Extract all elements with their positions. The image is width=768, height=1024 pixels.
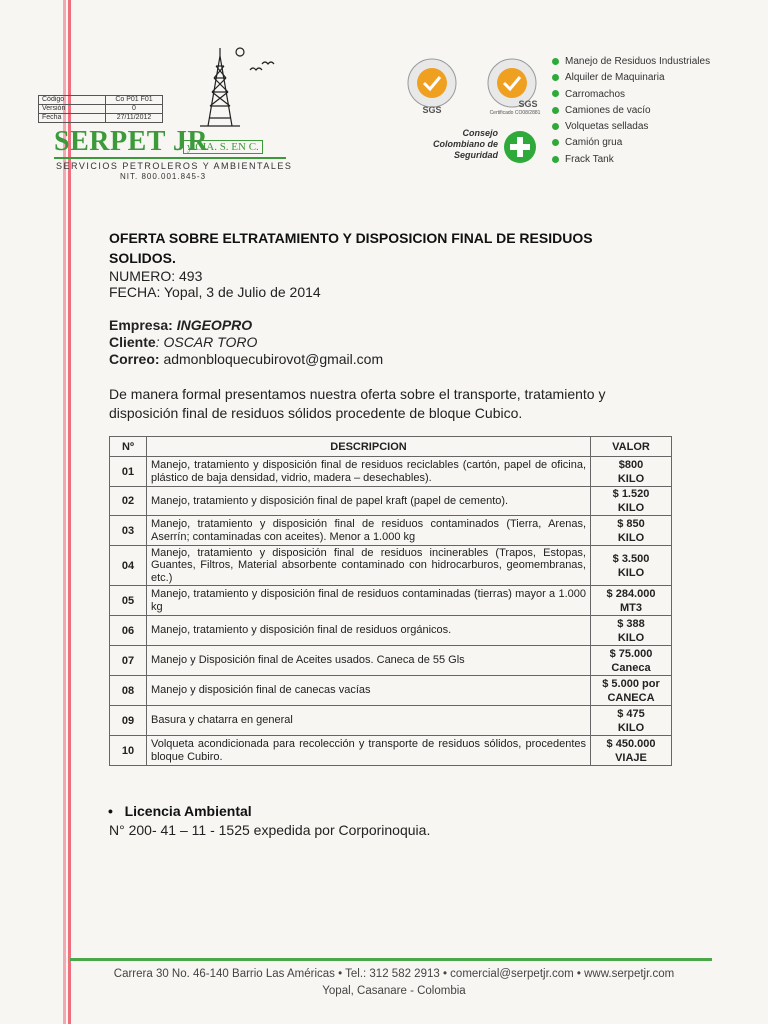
row-unit: KILO <box>617 721 645 734</box>
row-description: Volqueta acondicionada para recolección y transporte de residuos sólidos, procedentes bloque Cubiro. <box>147 736 591 766</box>
row-number: 09 <box>110 706 147 736</box>
license-heading-text: Licencia Ambiental <box>124 803 252 819</box>
code-row <box>39 114 163 123</box>
offer-title: OFERTA SOBRE ELTRATAMIENTO Y DISPOSICION FINAL DE RESIDUOS SOLIDOS. <box>109 230 593 266</box>
row-price: $ 5.000 por <box>602 677 660 690</box>
row-description: Manejo, tratamiento y disposición final de papel kraft (papel de cemento). <box>147 487 591 516</box>
row-number: 03 <box>110 516 147 546</box>
company-logo-text: SERPET JR <box>54 126 209 157</box>
table-row <box>110 586 672 616</box>
table-header-row <box>110 437 672 457</box>
correo-line <box>109 351 383 367</box>
code-key: Versión <box>39 105 106 114</box>
row-value <box>591 616 672 646</box>
row-value <box>591 487 672 516</box>
service-item <box>552 135 710 151</box>
row-number: 10 <box>110 736 147 766</box>
bullet-dot-icon <box>552 58 559 65</box>
correo-label: Correo: <box>109 351 160 367</box>
row-price: $ 1.520 <box>612 488 650 500</box>
row-price: $ 850 <box>617 517 645 530</box>
table-row <box>110 457 672 487</box>
row-number: 04 <box>110 546 147 586</box>
row-number: 07 <box>110 646 147 676</box>
row-description: Basura y chatarra en general <box>147 706 591 736</box>
row-description: Manejo, tratamiento y disposición final de residuos contaminadas (tierras) mayor a 1.000 kg <box>147 586 591 616</box>
bullet-dot-icon <box>552 156 559 163</box>
company-nit: NIT. 800.001.845-3 <box>120 172 207 181</box>
consejo-line: Colombiano de <box>433 139 498 149</box>
empresa-value: INGEOPRO <box>176 317 253 333</box>
row-value <box>591 457 672 487</box>
row-description: Manejo, tratamiento y disposición final de residuos reciclables (cartón, papel de oficina, plástico de baja densidad, vidrio, madera – desechables). <box>147 457 591 487</box>
row-description: Manejo, tratamiento y disposición final de residuos orgánicos. <box>147 616 591 646</box>
row-value <box>591 586 672 616</box>
table-row <box>110 546 672 586</box>
row-value <box>591 646 672 676</box>
row-value <box>591 546 672 586</box>
code-value: 27/11/2012 <box>106 114 163 123</box>
seal-certificate-number: Certificado CO08/2881 <box>489 110 541 116</box>
row-number: 01 <box>110 457 147 487</box>
row-unit: KILO <box>617 566 645 579</box>
footer-divider <box>70 958 712 961</box>
correo-value: admonbloquecubirovot@gmail.com <box>159 351 384 367</box>
table-row <box>110 646 672 676</box>
company-logo-suffix: y CIA. S. EN C. <box>183 140 263 154</box>
service-label: Alquiler de Maquinaria <box>565 72 665 84</box>
row-price: $ 450.000 <box>606 737 656 750</box>
table-row <box>110 676 672 706</box>
code-row <box>39 105 163 114</box>
row-unit: MT3 <box>620 601 642 614</box>
cliente-label: Cliente <box>109 334 156 350</box>
consejo-seguridad-label <box>418 128 498 161</box>
license-text: N° 200- 41 – 11 - 1525 expedida por Corporinoquia. <box>109 822 431 838</box>
bullet-dot-icon <box>552 139 559 146</box>
service-label: Camión grua <box>565 137 623 149</box>
row-number: 05 <box>110 586 147 616</box>
services-list <box>552 54 710 168</box>
service-label: Carromachos <box>565 88 626 100</box>
table-row <box>110 736 672 766</box>
row-price: $ 475 <box>617 707 645 720</box>
row-price: $ 75.000 <box>609 647 653 660</box>
code-value: 0 <box>106 105 163 114</box>
offer-table <box>109 436 672 766</box>
row-value <box>591 706 672 736</box>
certification-seal-icon <box>400 55 464 117</box>
oil-derrick-icon <box>190 46 280 128</box>
row-description: Manejo y Disposición final de Aceites usados. Caneca de 55 Gls <box>147 646 591 676</box>
service-item <box>552 87 710 103</box>
row-unit: KILO <box>617 502 645 514</box>
row-unit: VIAJE <box>615 751 647 764</box>
offer-date: FECHA: Yopal, 3 de Julio de 2014 <box>109 284 321 300</box>
bullet-dot-icon <box>552 107 559 114</box>
table-row <box>110 516 672 546</box>
service-item <box>552 103 710 119</box>
row-unit: Caneca <box>611 661 651 674</box>
row-number: 06 <box>110 616 147 646</box>
row-number: 02 <box>110 487 147 516</box>
offer-number: NUMERO: 493 <box>109 268 203 284</box>
intro-paragraph: De manera formal presentamos nuestra oferta sobre el transporte, tratamiento y disposición final de residuos sólidos procedente de bloque Cubico. <box>109 386 606 421</box>
code-value: Co P01 F01 <box>106 96 163 105</box>
document-code-box <box>38 95 163 123</box>
logo-divider <box>54 157 286 159</box>
certification-seal-icon <box>480 55 544 117</box>
row-value <box>591 736 672 766</box>
row-description: Manejo, tratamiento y disposición final de residuos incinerables (Trapos, Estopas, Guantes, Filtros, Material absorbente contaminado con hidrocarburos, geomembranas, etc.) <box>147 546 591 586</box>
footer-city: Yopal, Casanare - Colombia <box>322 985 466 997</box>
row-number: 08 <box>110 676 147 706</box>
service-label: Manejo de Residuos Industriales <box>565 56 711 67</box>
column-header-number: Nº <box>110 437 147 457</box>
seal-label: SGS <box>422 105 442 115</box>
company-tagline: SERVICIOS PETROLEROS Y AMBIENTALES <box>56 161 293 171</box>
service-item <box>552 54 710 70</box>
row-value <box>591 676 672 706</box>
row-price: $ 388 <box>617 617 645 630</box>
service-label: Camiones de vacío <box>565 104 651 116</box>
consejo-line: Consejo <box>462 128 498 138</box>
service-item <box>552 70 710 86</box>
service-item <box>552 152 710 168</box>
column-header-description: DESCRIPCION <box>147 437 591 457</box>
bullet-dot-icon <box>552 123 559 130</box>
row-value <box>591 516 672 546</box>
row-price: $800 <box>618 458 644 471</box>
seal-label: SGS <box>518 99 538 109</box>
green-cross-icon <box>503 130 537 164</box>
row-unit: KILO <box>617 531 645 544</box>
empresa-label: Empresa: <box>109 317 173 333</box>
row-price: $ 3.500 <box>612 552 650 565</box>
code-row <box>39 96 163 105</box>
consejo-line: Seguridad <box>453 150 498 160</box>
empresa-line <box>109 317 252 333</box>
license-heading: • Licencia Ambiental <box>108 803 252 819</box>
service-label: Volquetas selladas <box>565 121 649 133</box>
service-item <box>552 119 710 135</box>
row-unit: KILO <box>617 472 645 485</box>
row-price: $ 284.000 <box>606 587 656 600</box>
row-description: Manejo, tratamiento y disposición final de residuos contaminados (Tierra, Arenas, Aserrín; contaminadas con aceites). Menor a 1.000 kg <box>147 516 591 546</box>
row-unit: CANECA <box>607 691 655 704</box>
table-row <box>110 706 672 736</box>
footer-address: Carrera 30 No. 46-140 Barrio Las Américas • Tel.: 312 582 2913 • comercial@serpetjr.com • www.serpetjr.com <box>113 968 675 980</box>
column-header-value: VALOR <box>591 437 672 457</box>
cliente-value: : OSCAR TORO <box>155 334 258 350</box>
bullet-dot-icon <box>552 74 559 81</box>
service-label: Frack Tank <box>565 153 614 165</box>
row-unit: KILO <box>617 631 645 644</box>
code-key: Fecha <box>39 114 106 123</box>
table-row <box>110 616 672 646</box>
cliente-line <box>109 334 257 350</box>
row-description: Manejo y disposición final de canecas vacías <box>147 676 591 706</box>
code-key: Código <box>39 96 106 105</box>
bullet-dot-icon <box>552 90 559 97</box>
table-row <box>110 487 672 516</box>
